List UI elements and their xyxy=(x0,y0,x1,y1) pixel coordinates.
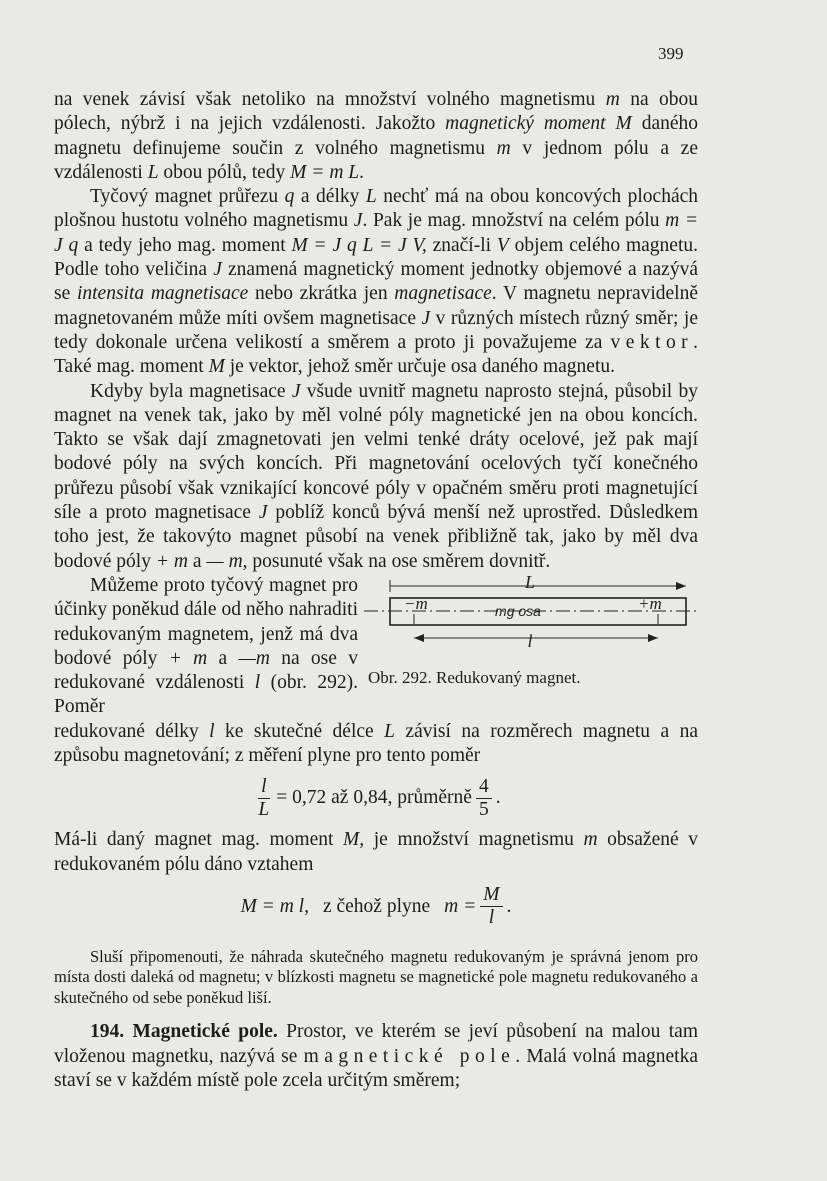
label-L: L xyxy=(524,573,536,592)
paragraph-1: na venek závisí však netoliko na množství volného magnetismu m na obou pólech, nýbrž i na jejich vzdálenosti. Jakožto magnetický moment M daného magnetu definujeme součin z volného magnetismu m v jednom pólu a ze vzdálenosti L obou pólů, tedy M = m L. xyxy=(54,89,699,183)
paragraph-3: Kdyby byla magnetisace J všude uvnitř magnetu naprosto stejná, působil by magnet na venek tak, jako by měl volné póly magnetické jen na obou koncích. Takto se však dají zmagnetovati jen velmi tenké dráty ocelové, jež pak mají bodové póly na svých koncích. Při magnetování ocelových tyčí konečného průřezu působí však vznikající koncové póly v opačném směru proti magnetující síle a proto magnetisace J poblíž konců bývá menší než uprostřed. Důsledkem toho jest, že takovýto magnet působí na venek přibližně tak, jako by měl dva bodové póly + m a — m, posunuté však na ose směrem dovnitř. xyxy=(54,380,698,572)
footnote-remark: Sluší připomenouti, že náhrada skutečného magnetu redukovaným je správná jenom pro místa dosti daleká od magnetu; v blízkosti magnetu se magnetické pole magnetu redukovaného a skutečného od sebe poněkud liší. xyxy=(54,946,698,1007)
paragraph-5: Má-li daný magnet mag. moment M, je množství magnetismu m obsažené v redukovaném pólu dáno vztahem xyxy=(54,829,699,875)
section-194: 194. Magnetické pole. Prostor, ve kterém se jeví působení na malou tam vloženou magnetku, nazývá se magnetické pole. Malá volná magnetka staví se v každém místě pole zcela určitým směrem; xyxy=(54,1021,698,1091)
dimension-l-arrow-left xyxy=(414,634,424,642)
paragraph-2: Tyčový magnet průřezu q a délky L nechť má na obou koncových plochách plošnou hustotu volného magnetismu J. Pak je mag. množství na celém pólu m = J q a tedy jeho mag. moment M = J q L = J V, značí-li V objem celého magnetu. Podle toho veličina J znamená magnetický moment jednotky objemové a nazývá se intensita magnetisace nebo zkrátka jen magnetisace. V magnetu nepravidelně magnetovaném může míti ovšem magnetisace J v různých místech různý směr; je tedy dokonale určena velikostí a směrem a proto ji považujeme za vektor. Také mag. moment M je vektor, jehož směr určuje osa daného magnetu. xyxy=(54,186,699,378)
fraction-M-over-l: $\frac{M}{l}$ xyxy=(480,884,502,929)
equation-ratio: $\frac{l}{L}$ = 0,72 až 0,84, průměrně $\frac{4}{5}$ . xyxy=(54,768,698,828)
figure-caption: Obr. 292. Redukovaný magnet. xyxy=(368,667,581,687)
fraction-4-over-5: $\frac{4}{5}$ xyxy=(476,776,492,821)
fraction-l-over-L: $\frac{l}{L}$ xyxy=(258,775,270,820)
dimension-L-arrow-right xyxy=(676,582,686,590)
equation-moment: M = m l, z čehož plyne m = $\frac{M}{l}$ . xyxy=(240,884,512,929)
dimension-l-arrow-right xyxy=(648,634,658,642)
pole-plus: +m xyxy=(638,593,662,613)
reduced-magnet-diagram xyxy=(358,574,698,666)
wrapped-paragraph-with-figure xyxy=(54,574,698,720)
section-heading: 194. Magnetické pole. xyxy=(90,1021,278,1043)
page-number: 399 xyxy=(658,44,684,63)
paragraph-4-continued: redukované délky l ke skutečné délce L závisí na rozměrech magnetu a na způsobu magnetování; z měření plyne pro tento poměr xyxy=(54,720,698,767)
axis-label: mg osa xyxy=(495,602,541,619)
body-text xyxy=(54,88,698,1093)
paragraph-4: Můžeme proto tyčový magnet pro účinky poněkud dále od něho nahraditi redukovaným magnetem, jenž má dva bodové póly + m a —m na ose v redukované vzdálenosti l (obr. 292). Poměr xyxy=(54,574,358,718)
label-l: l xyxy=(527,630,533,651)
figure-292 xyxy=(358,574,698,688)
pole-minus: −m xyxy=(404,593,428,613)
ratio-value: = 0,72 až 0,84, průměrně xyxy=(276,787,472,809)
